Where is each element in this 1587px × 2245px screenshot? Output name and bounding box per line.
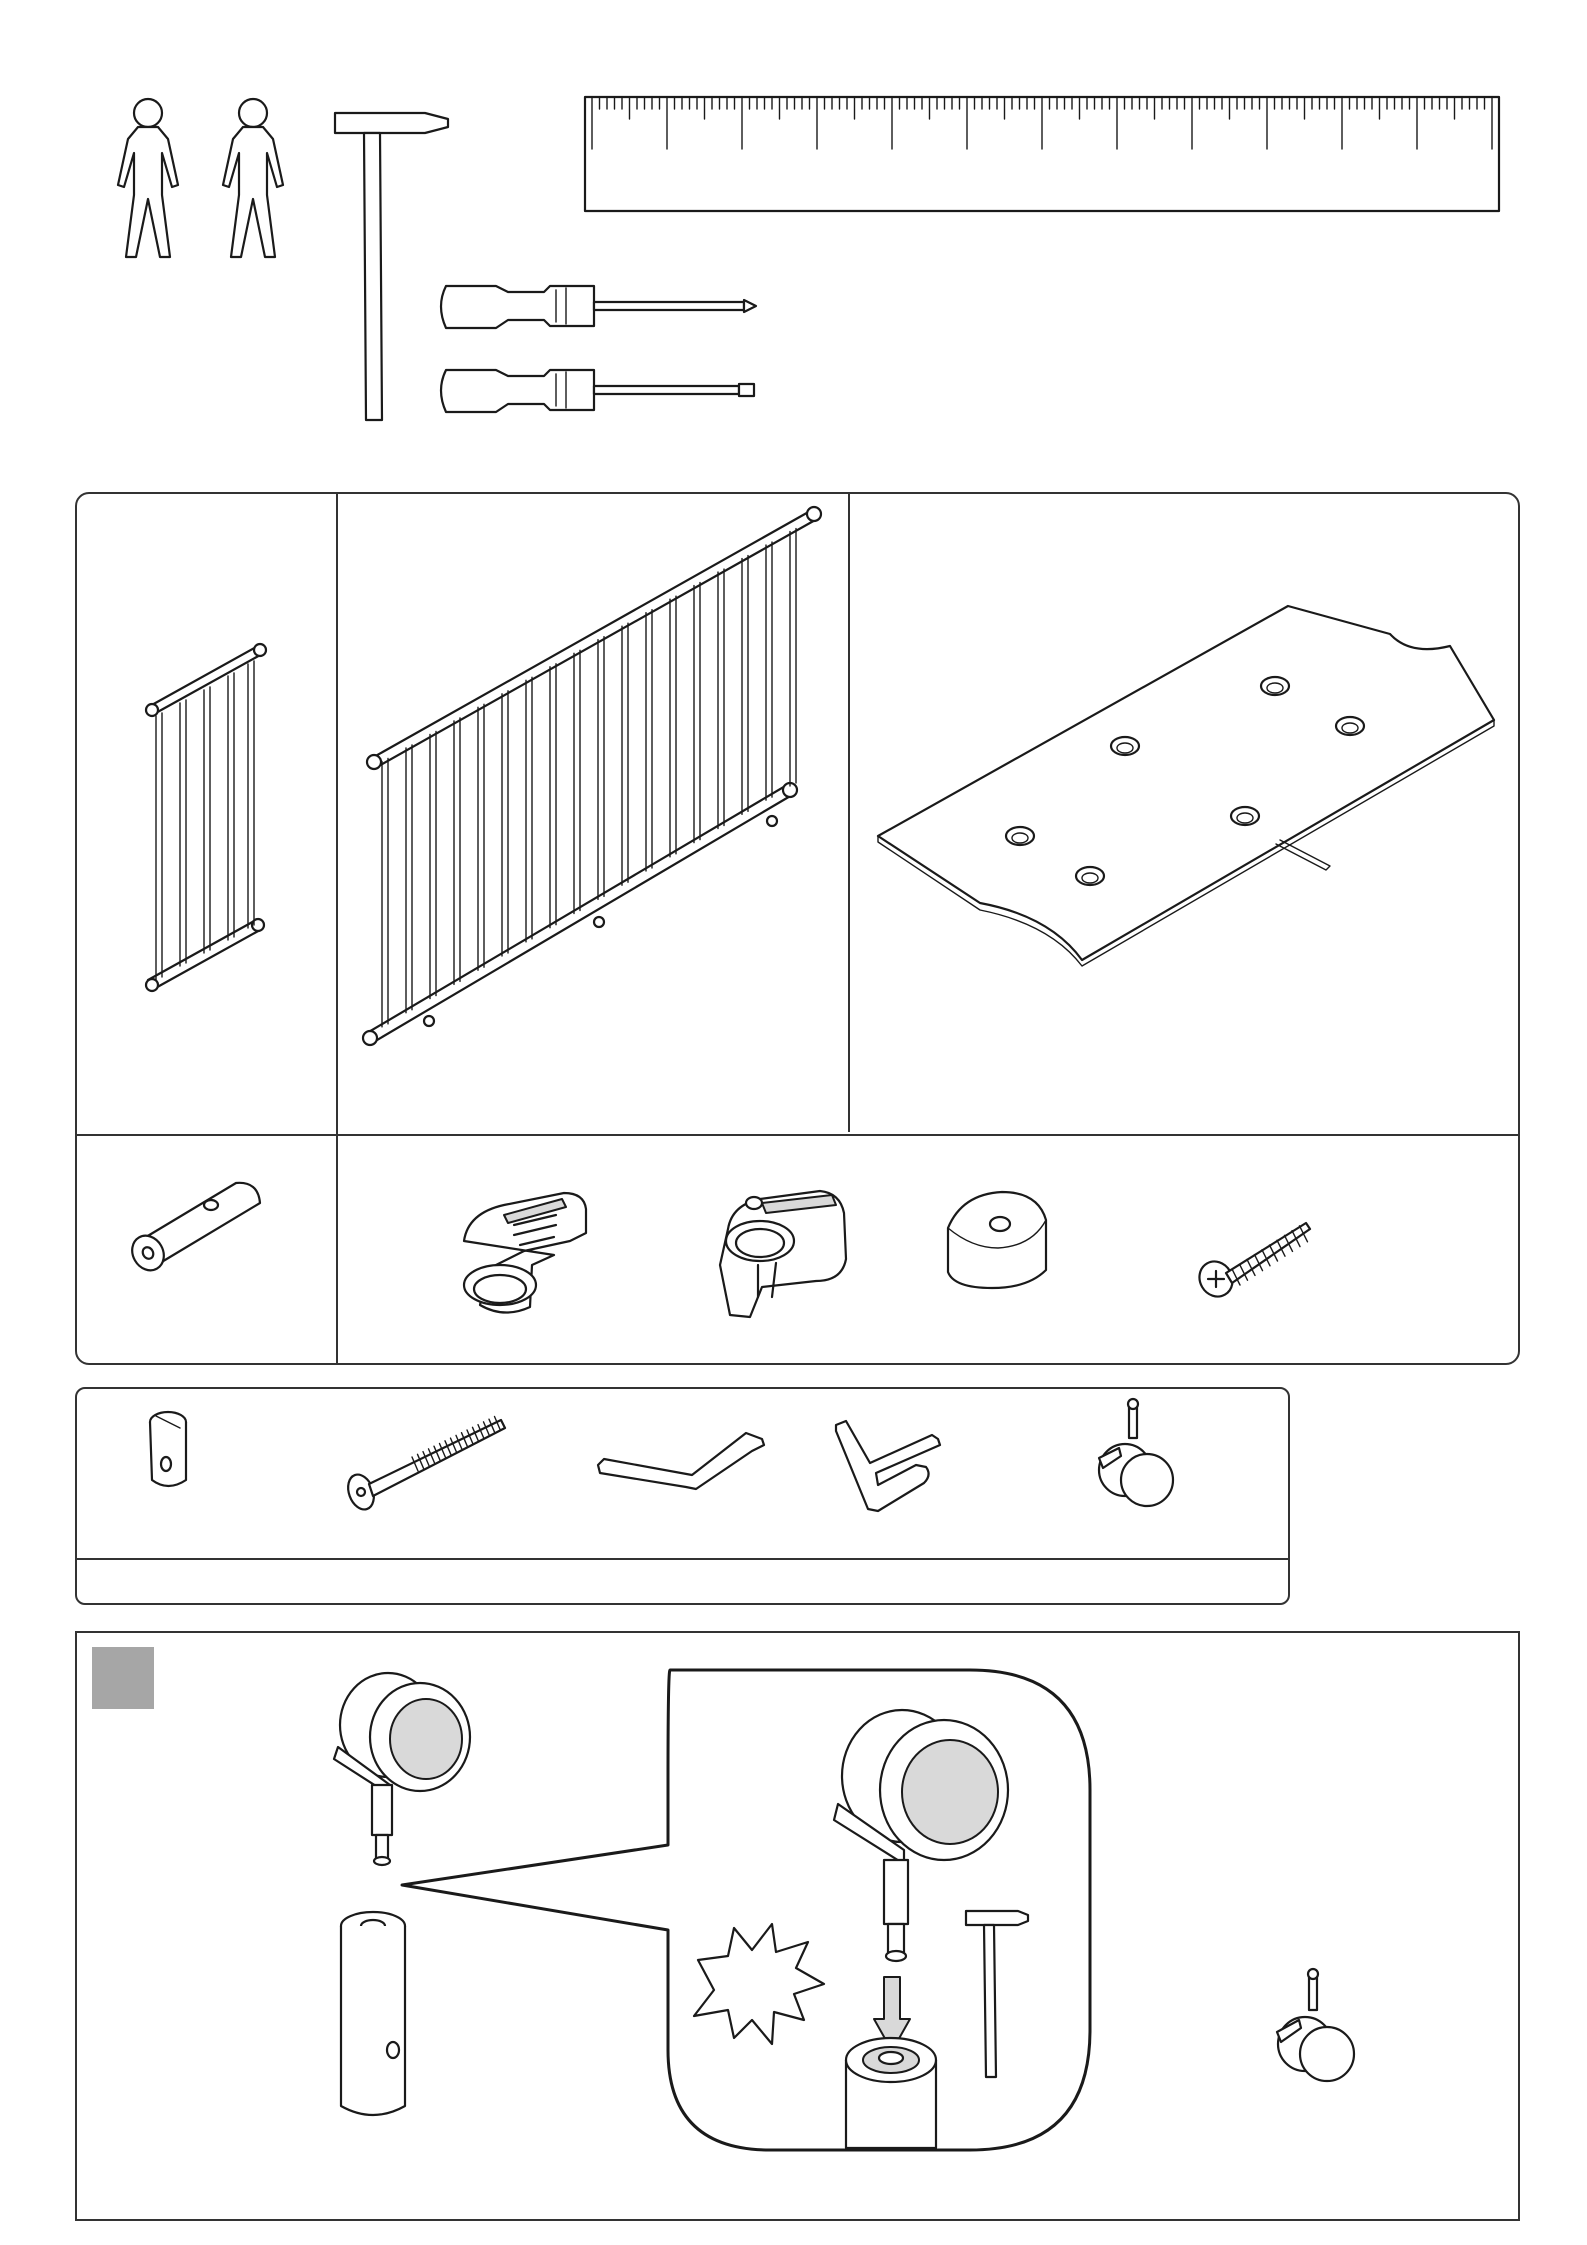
hardware-divider xyxy=(77,1558,1288,1560)
two-persons-icon xyxy=(100,95,310,265)
bent-wrench-icon xyxy=(828,1415,968,1525)
parts-divider-1 xyxy=(336,494,338,1363)
parts-divider-h xyxy=(77,1134,1518,1136)
impact-burst-icon xyxy=(688,1920,828,2050)
cap-block-icon xyxy=(942,1188,1052,1298)
ruler-icon xyxy=(584,96,1502,214)
dowel-pin-icon xyxy=(118,1175,268,1285)
wood-screw-icon xyxy=(1196,1215,1316,1305)
phillips-screwdriver-icon xyxy=(436,276,766,338)
step-badge xyxy=(92,1647,154,1709)
castor-wheel-icon xyxy=(1085,1398,1185,1518)
hammer-small-icon xyxy=(962,1905,1032,2085)
short-rail-side-icon xyxy=(140,640,270,1000)
castor-wheel-small-icon xyxy=(1265,1968,1365,2093)
leg-tube-icon xyxy=(842,2020,942,2150)
long-rail-side-icon xyxy=(362,505,822,1060)
cross-dowel-nut-icon xyxy=(140,1408,200,1493)
base-board-icon xyxy=(870,598,1500,968)
flathead-screwdriver-icon xyxy=(436,360,766,422)
allen-key-icon xyxy=(592,1425,767,1495)
parts-divider-2 xyxy=(848,494,850,1132)
rail-clamp-icon xyxy=(444,1185,604,1325)
long-bolt-icon xyxy=(345,1412,510,1522)
tools-section xyxy=(0,0,1587,440)
rail-bracket-icon xyxy=(710,1185,860,1325)
